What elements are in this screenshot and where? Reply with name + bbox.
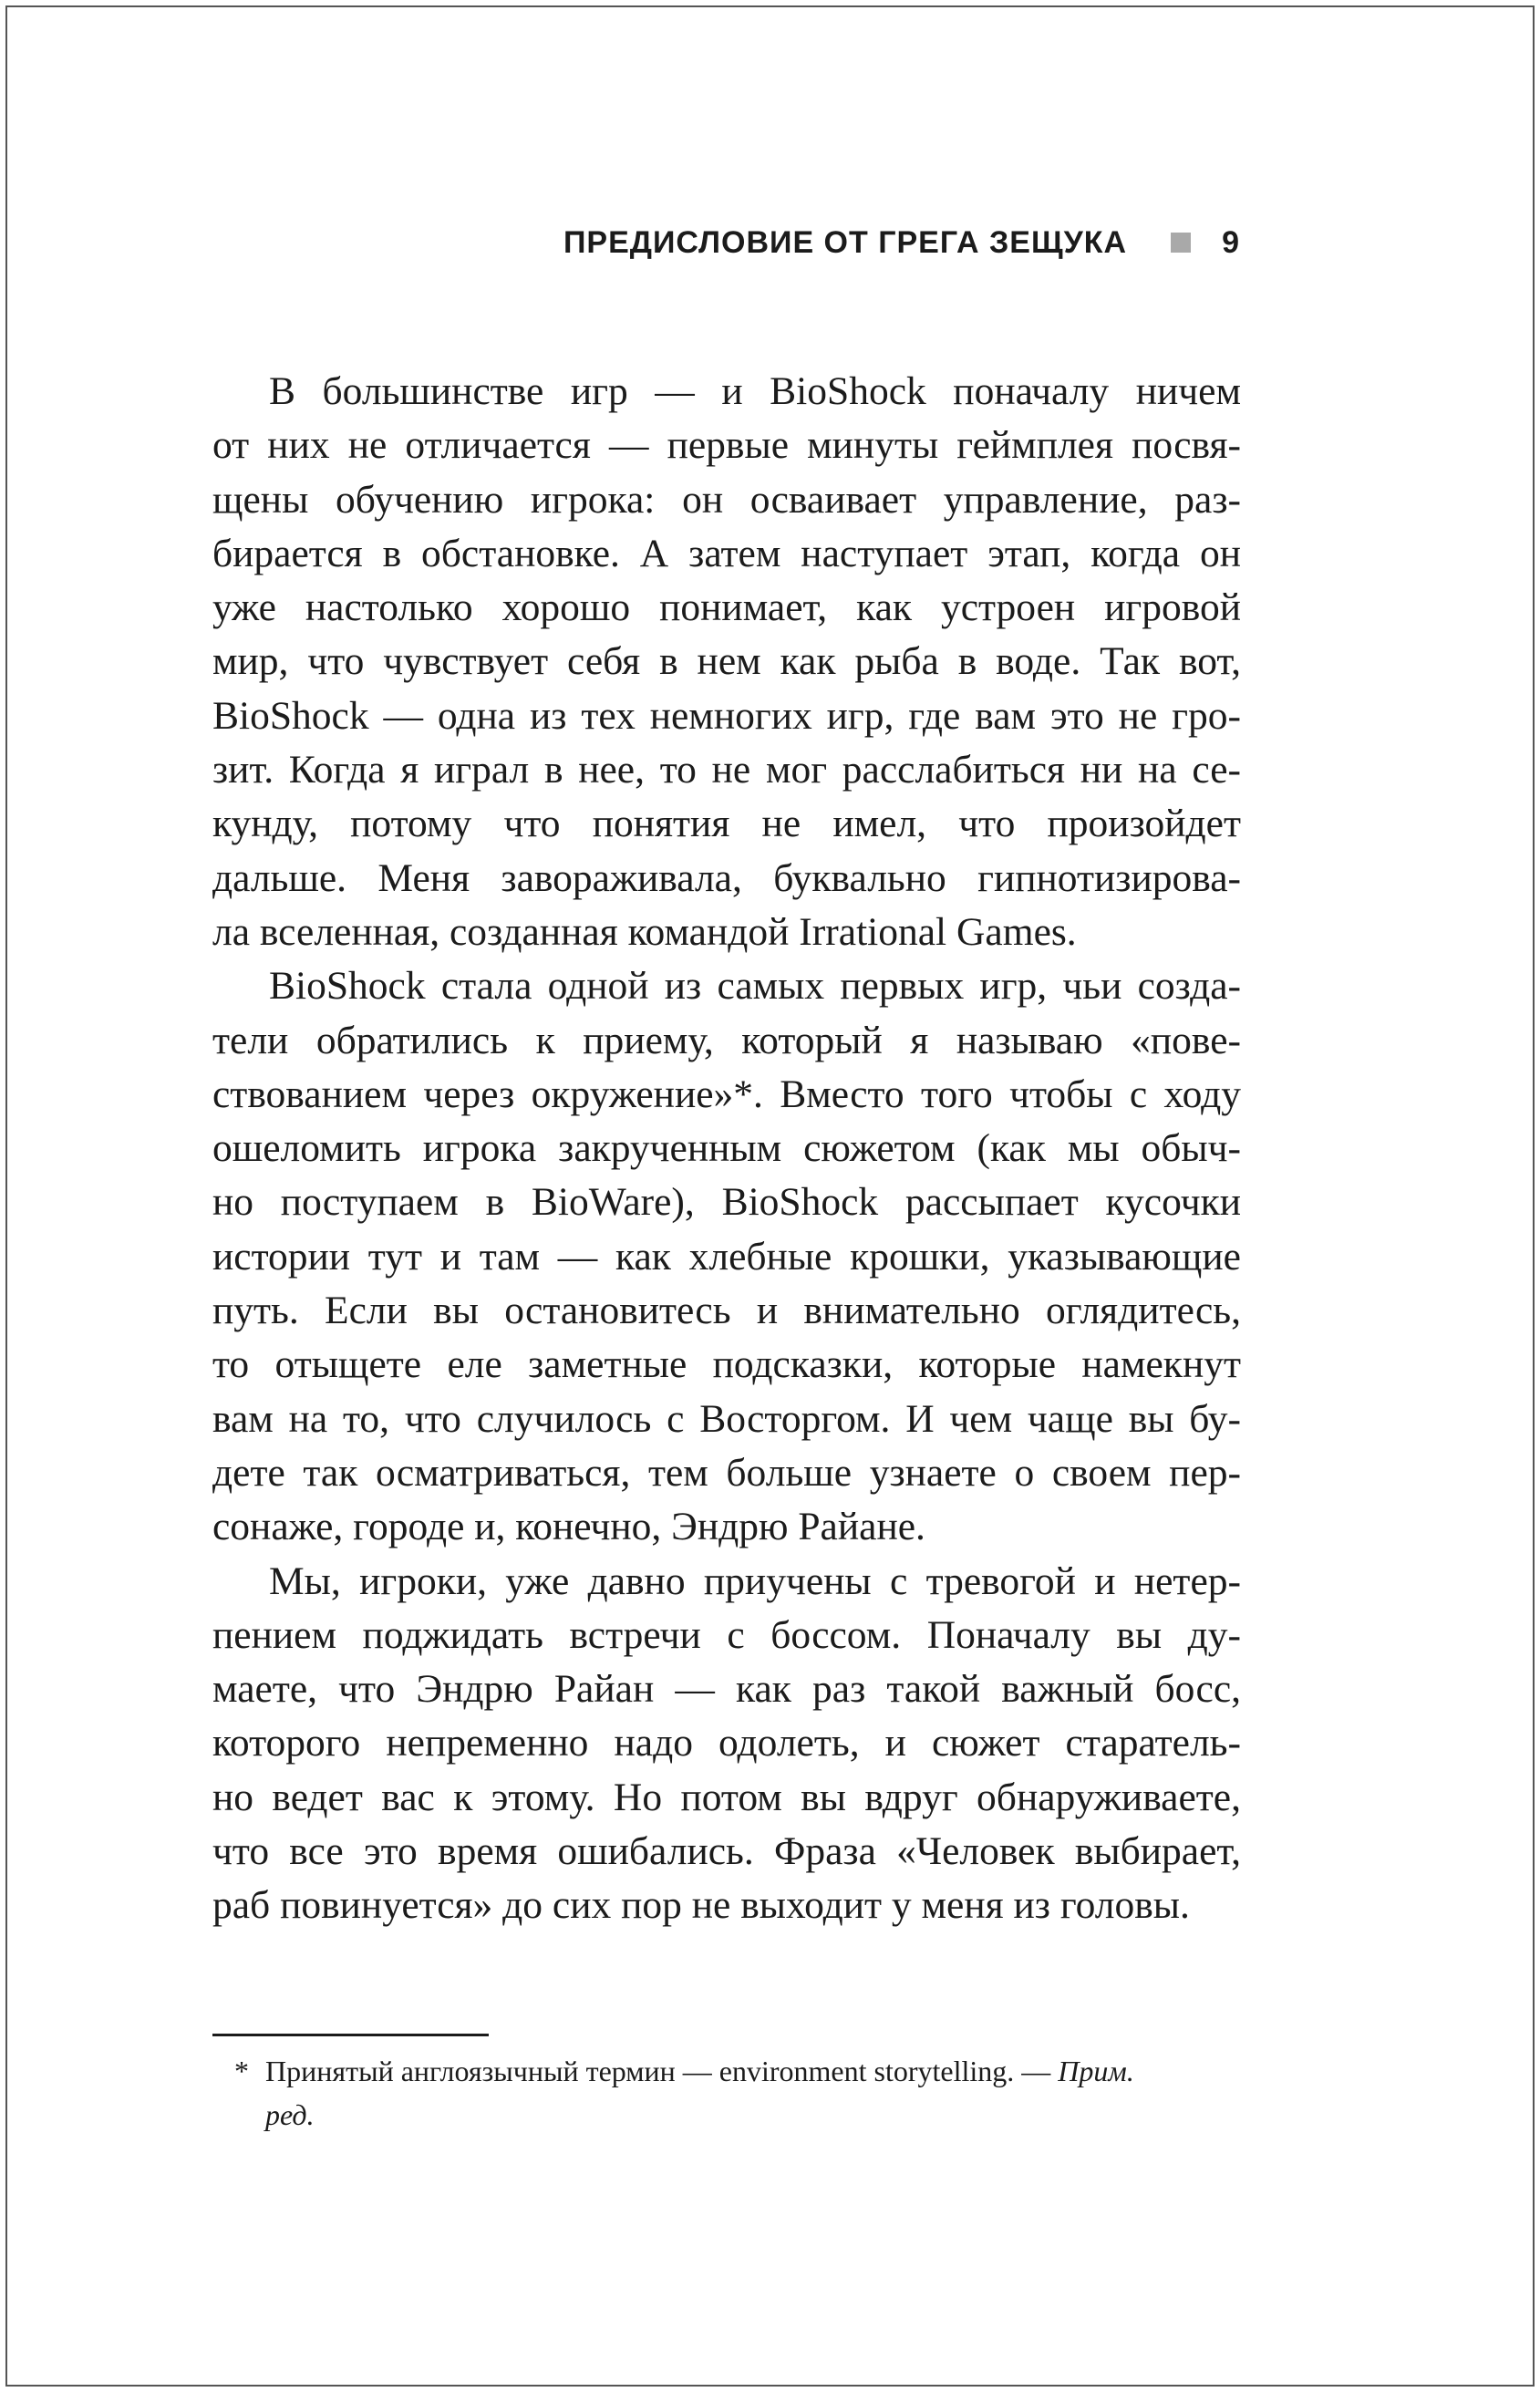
- text-line: пением поджидать встречи с боссом. Поначалу вы ду-: [212, 1612, 1241, 1657]
- text-line: то отыщете еле заметные подсказки, которые намекнут: [212, 1342, 1241, 1387]
- text-line: В большинстве игр — и BioShock поначалу ничем: [269, 369, 1241, 413]
- footnote-text: Принятый англоязычный термин — environment storytelling. —: [265, 2055, 1051, 2087]
- text-line: мир, что чувствует себя в нем как рыба в воде. Так вот,: [212, 639, 1241, 684]
- text-line: от них не отличается — первые минуты геймплея посвя-: [212, 423, 1241, 468]
- text-line: сонаже, городе и, конечно, Эндрю Райане.: [212, 1505, 925, 1549]
- page-number: 9: [1222, 224, 1240, 260]
- text-line: кунду, потому что понятия не имел, что произойдет: [212, 802, 1241, 846]
- footnote-line: [212, 2093, 1241, 2137]
- text-line: вам на то, что случилось с Восторгом. И чем чаще вы бу-: [212, 1396, 1241, 1441]
- footnote-mark: *: [234, 2055, 249, 2087]
- running-head-title: ПРЕДИСЛОВИЕ ОТ ГРЕГА ЗЕЩУКА: [563, 224, 1128, 260]
- paragraph: [212, 1555, 1241, 1933]
- text-line: что все это время ошибались. Фраза «Человек выбирает,: [212, 1829, 1241, 1874]
- text-line: бирается в обстановке. А затем наступает этап, когда он: [212, 531, 1241, 575]
- text-line: дете так осматриваться, тем больше узнаете о своем пер-: [212, 1450, 1241, 1495]
- footnote-rule: [212, 2034, 489, 2036]
- text-line: Мы, игроки, уже давно приучены с тревогой и нетер-: [269, 1558, 1241, 1603]
- paragraph: [212, 365, 1241, 959]
- text-line: но ведет вас к этому. Но потом вы вдруг обнаруживаете,: [212, 1775, 1241, 1819]
- editor-note-continued: ред.: [265, 2098, 315, 2131]
- text-line: истории тут и там — как хлебные крошки, указывающие: [212, 1234, 1241, 1279]
- text-line: которого непременно надо одолеть, и сюжет старатель-: [212, 1721, 1241, 1766]
- editor-note: Прим.: [1058, 2055, 1134, 2087]
- text-line: раб повинуется» до сих пор не выходит у меня из головы.: [212, 1883, 1190, 1928]
- text-line: BioShock — одна из тех немногих игр, где вам это не гро-: [212, 693, 1241, 738]
- square-separator-icon: [1171, 233, 1191, 253]
- text-line: зит. Когда я играл в нее, то не мог расслабиться ни на се-: [212, 748, 1241, 792]
- text-line: уже настолько хорошо понимает, как устроен игровой: [212, 585, 1241, 630]
- text-line: дальше. Меня завораживала, буквально гипнотизирова-: [212, 855, 1241, 900]
- text-line: BioShock стала одной из самых первых игр, чьи созда-: [269, 964, 1241, 1009]
- text-line: тели обратились к приему, который я называю «пове-: [212, 1018, 1241, 1062]
- text-line: щены обучению игрока: он осваивает управление, раз-: [212, 477, 1241, 522]
- text-line: ла вселенная, созданная командой Irrational Games.: [212, 909, 1077, 954]
- running-head: [210, 223, 1240, 263]
- text-line: ошеломить игрока закрученным сюжетом (как мы обыч-: [212, 1126, 1241, 1171]
- text-line: маете, что Эндрю Райан — как раз такой важный босс,: [212, 1667, 1241, 1712]
- paragraph: [212, 959, 1241, 1554]
- body-text: [212, 365, 1241, 1933]
- text-line: но поступаем в BioWare), BioShock рассыпает кусочки: [212, 1180, 1241, 1225]
- text-line: ствованием через окружение»*. Вместо того чтобы с ходу: [212, 1072, 1241, 1116]
- footnote-line: [212, 2049, 1241, 2093]
- text-line: путь. Если вы остановитесь и внимательно оглядитесь,: [212, 1289, 1241, 1333]
- footnote: [212, 2049, 1241, 2137]
